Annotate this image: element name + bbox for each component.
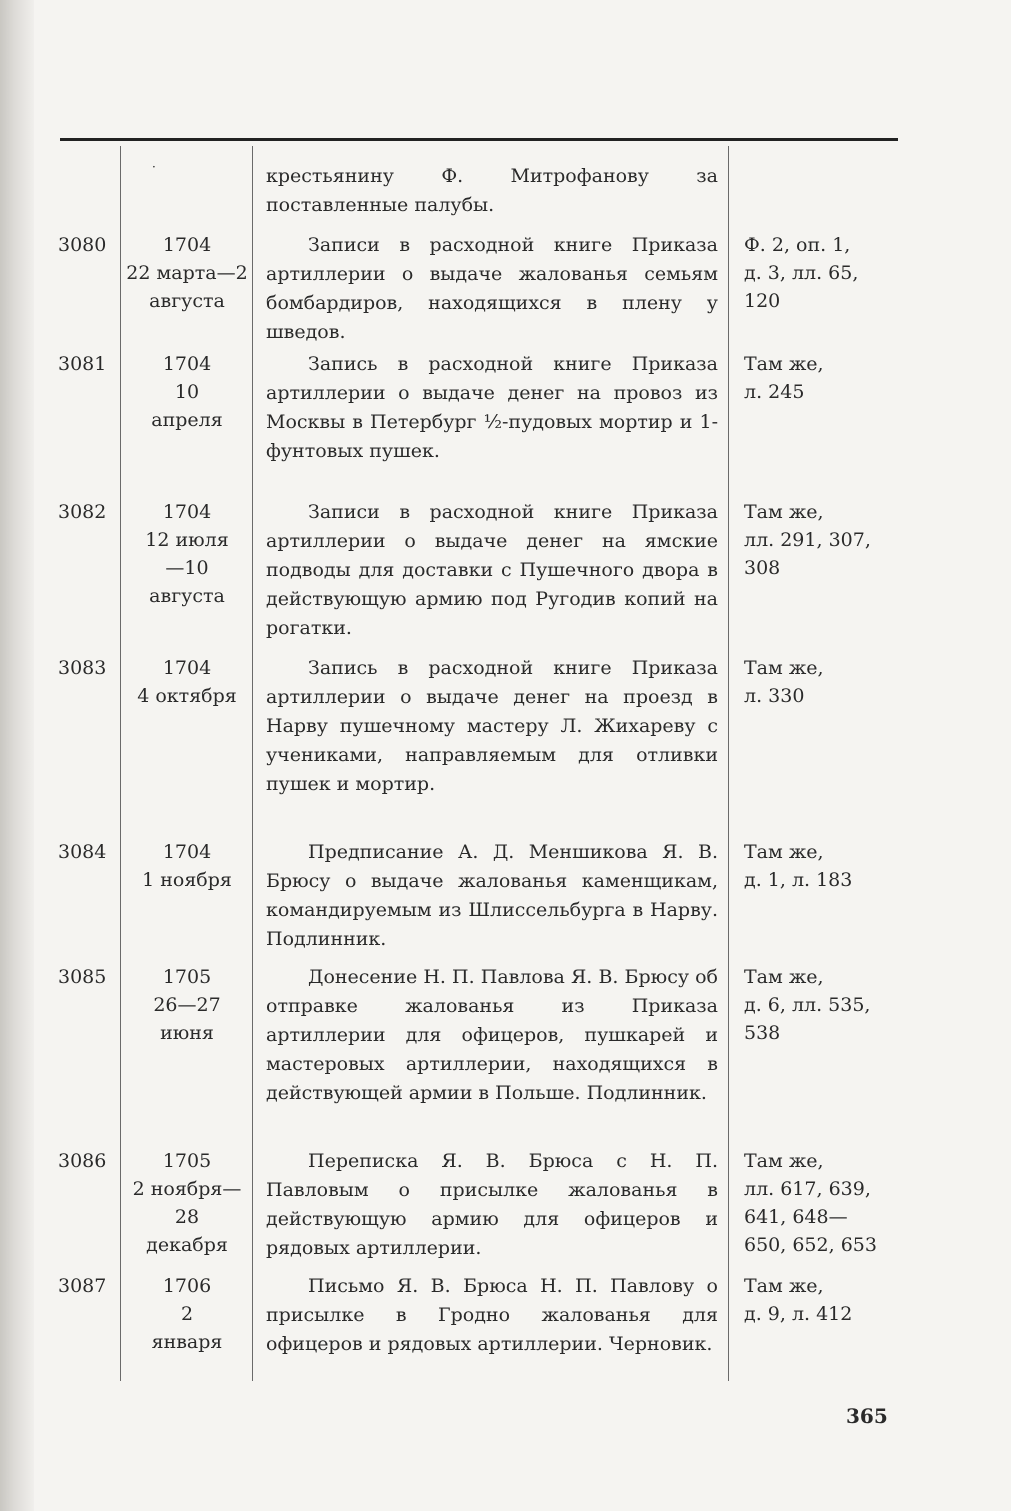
entry-date: 1706 2 января (151, 1275, 223, 1353)
entry-reference: Там же, д. 6, лл. 535, 538 (744, 966, 871, 1044)
entry-description: Переписка Я. В. Брюса с Н. П. Павловым о присылке жалованья в действующую армию для офицеров и рядовых артиллерии. (266, 1150, 718, 1259)
entry-description: Записи в расходной книге Приказа артиллерии о выдаче жалованья семьям бомбардиров, находящихся в плену у шведов. (266, 234, 718, 343)
entry-reference: Ф. 2, оп. 1, д. 3, лл. 65, 120 (744, 234, 859, 312)
entry-reference: Там же, л. 245 (744, 353, 824, 403)
entry-description: Предписание А. Д. Меншикова Я. В. Брюсу о выдаче жалованья каменщикам, командируемым из Шлиссельбурга в Нарву. Подлинник. (266, 841, 718, 950)
entry-number: 3082 (58, 501, 107, 523)
entry-date: 1704 1 ноября (142, 841, 232, 891)
column-divider (120, 146, 121, 1381)
entry-number: 3087 (58, 1275, 107, 1297)
entry-reference: Там же, лл. 291, 307, 308 (744, 501, 871, 579)
entry-number: 3084 (58, 841, 107, 863)
entry-number: 3086 (58, 1150, 107, 1172)
entry-description: Запись в расходной книге Приказа артиллерии о выдаче денег на провоз из Москвы в Петербург ½-пудовых мортир и 1-фунтовых пушек. (266, 353, 718, 462)
column-divider (252, 146, 253, 1381)
entry-description: Записи в расходной книге Приказа артиллерии о выдаче денег на ямские подводы для доставки с Пушечного двора в действующую армию под Ругодив копий на рогатки. (266, 501, 718, 639)
page-number: 365 (846, 1404, 888, 1428)
entry-description: Донесение Н. П. Павлова Я. В. Брюсу об отправке жалованья из Приказа артиллерии для офицеров, пушкарей и мастеровых артиллерии, находящихся в действующей армии в Польше. Подлинник. (266, 966, 718, 1104)
entry-description: крестьянину Ф. Митрофанову за поставленные палубы. (266, 165, 718, 216)
column-divider (728, 146, 729, 1381)
header-rule (60, 138, 898, 141)
print-mark: · (152, 160, 156, 174)
entry-date: 1705 26—27 июня (153, 966, 221, 1044)
entry-description: Письмо Я. В. Брюса Н. П. Павлову о присылке в Гродно жалованья для офицеров и рядовых артиллерии. Черновик. (266, 1275, 718, 1355)
entry-number: 3085 (58, 966, 107, 988)
entry-number: 3081 (58, 353, 107, 375)
entry-number: 3083 (58, 657, 107, 679)
entry-number: 3080 (58, 234, 107, 256)
entry-date: 1704 22 марта—2 августа (126, 234, 248, 312)
entry-date: 1704 10 апреля (151, 353, 223, 431)
entry-reference: Там же, лл. 617, 639, 641, 648— 650, 652, 653 (744, 1150, 877, 1256)
entry-reference: Там же, л. 330 (744, 657, 824, 707)
entry-reference: Там же, д. 1, л. 183 (744, 841, 853, 891)
entry-date: 1704 12 июля —10 августа (145, 501, 229, 607)
entry-date: 1705 2 ноября—28 декабря (132, 1150, 242, 1256)
entry-reference: Там же, д. 9, л. 412 (744, 1275, 853, 1325)
entry-description: Запись в расходной книге Приказа артиллерии о выдаче денег на проезд в Нарву пушечному мастеру Л. Жихареву с учениками, направляемым для отливки пушек и мортир. (266, 657, 718, 795)
entry-date: 1704 4 октября (137, 657, 237, 707)
page-binding-shadow (0, 0, 34, 1511)
